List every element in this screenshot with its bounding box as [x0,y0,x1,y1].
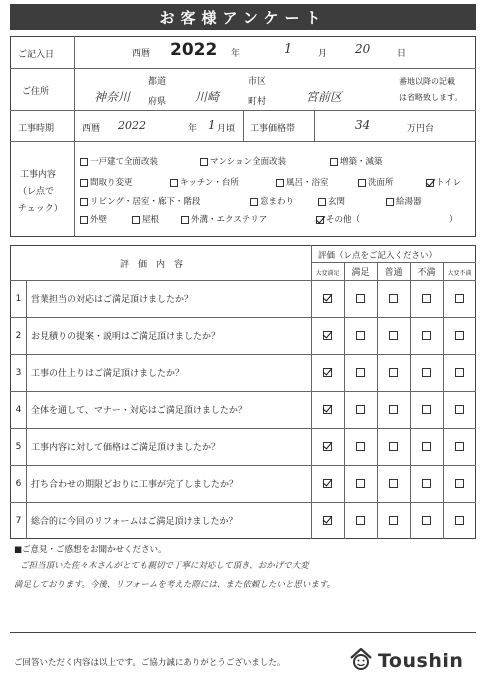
question-text: お見積りの提案・説明はご満足頂けましたか？ [31,332,221,342]
rating-checkbox-1[interactable] [356,442,365,451]
work-option-label: 間取り変更 [90,178,133,188]
rating-checkbox-2[interactable] [389,331,398,340]
work-option-checkbox[interactable] [318,198,326,206]
work-label-1: 工事内容 [20,170,57,180]
question-row [11,391,475,428]
town-value: 宮前区 [306,90,343,104]
date-month-unit: 月 [318,49,328,59]
rating-checkbox-2[interactable] [389,516,398,525]
work-option-checkbox[interactable] [132,216,140,224]
period-era: 西暦 [82,124,101,134]
rating-checkbox-4[interactable] [455,331,464,340]
rating-checkbox-2[interactable] [389,442,398,451]
question-text: 工事の仕上りはご満足頂けましたか？ [31,369,185,379]
question-text: 工事内容に対して価格はご満足頂けましたか？ [31,443,221,453]
work-option-checkbox[interactable] [316,216,324,224]
rating-checkbox-0[interactable] [323,368,332,377]
rating-checkbox-4[interactable] [455,294,464,303]
question-number: 4 [15,404,22,415]
period-month-unit: 月頃 [217,124,236,134]
work-option-checkbox[interactable] [181,216,189,224]
work-label-3: チェック） [18,204,63,214]
city-label-bottom: 町村 [248,97,267,107]
rating-checkbox-0[interactable] [323,516,332,525]
address-note-1: 番地以降の記載 [399,77,455,86]
question-number: 3 [15,367,22,378]
rating-checkbox-4[interactable] [455,479,464,488]
work-option-10[interactable] [318,195,345,207]
period-month: 1 [208,118,216,132]
rating-checkbox-2[interactable] [389,368,398,377]
rating-checkbox-2[interactable] [389,479,398,488]
question-text: 全体を通して、マナー・対応はご満足頂けましたか？ [31,406,247,416]
page-title: お客様アンケート [10,4,476,30]
rating-checkbox-3[interactable] [422,479,431,488]
work-option-checkbox[interactable] [170,179,178,187]
work-option-9[interactable] [250,195,294,207]
question-number: 1 [15,293,22,304]
rating-checkbox-1[interactable] [356,294,365,303]
work-option-7[interactable] [426,176,461,188]
work-option-8[interactable] [80,195,200,207]
pref-label-bottom: 府県 [148,97,167,107]
work-option-checkbox[interactable] [426,179,434,187]
rating-checkbox-1[interactable] [356,405,365,414]
work-option-12[interactable] [80,213,107,225]
question-number: 6 [15,478,22,489]
work-option-label: 給湯器 [396,197,422,207]
comments-label: ■ご意見・ご感想をお聞かせください。 [14,545,167,555]
rating-column-3: 不満 [417,268,436,278]
work-option-checkbox[interactable] [80,158,88,166]
date-era: 西暦 [132,49,151,59]
rating-header: 評価（レ点をご記入ください） [318,251,438,261]
work-option-label: キッチン・台所 [180,178,239,188]
rating-checkbox-3[interactable] [422,331,431,340]
rating-checkbox-3[interactable] [422,294,431,303]
address-note-2: は省略致します。 [399,93,463,102]
date-label: ご記入日 [18,50,55,60]
question-text: 打ち合わせの期限どおりに工事が完了しましたか？ [31,480,239,490]
work-option-label: トイレ [436,178,462,188]
city-label-top: 市区 [248,77,267,87]
content-header: 評 価 内 容 [120,260,184,270]
brand-name: Toushin [378,650,464,672]
rating-checkbox-1[interactable] [356,516,365,525]
rating-checkbox-4[interactable] [455,442,464,451]
work-option-label: 一戸建て全面改装 [90,157,159,167]
work-option-checkbox[interactable] [250,198,258,206]
work-option-label: 玄関 [328,197,346,207]
question-row [11,280,475,317]
date-month: 1 [284,42,293,57]
rating-column-1: 満足 [351,268,370,278]
work-option-checkbox[interactable] [80,179,88,187]
question-number: 7 [15,515,22,526]
work-option-label: 洗面所 [368,178,394,188]
work-option-14[interactable] [181,213,267,225]
date-day: 20 [355,42,371,56]
work-option-5[interactable] [276,176,329,188]
work-option-3[interactable] [80,176,133,188]
work-option-label: 窓まわり [260,197,295,207]
rating-checkbox-0[interactable] [323,294,332,303]
work-option-checkbox[interactable] [80,198,88,206]
price-label: 工事価格帯 [250,124,296,134]
question-row [11,317,475,354]
rating-checkbox-2[interactable] [389,294,398,303]
period-year-unit: 年 [188,124,198,134]
work-option-label: 風呂・浴室 [286,178,329,188]
work-option-4[interactable] [170,176,239,188]
comment-line-1: ご担当頂いた佐々木さんがとても親切で丁寧に対応して頂き、おかげで大変 [20,561,309,571]
question-number: 5 [15,441,22,452]
work-option-checkbox[interactable] [80,216,88,224]
rating-checkbox-0[interactable] [323,405,332,414]
rating-column-4: 大変不満 [447,270,472,277]
address-label: ご住所 [22,87,50,97]
rating-checkbox-1[interactable] [356,368,365,377]
work-option-label: 増築・減築 [340,157,383,167]
date-day-unit: 日 [397,49,407,59]
other-close-paren: ） [449,215,458,225]
rating-checkbox-1[interactable] [356,331,365,340]
rating-checkbox-4[interactable] [455,368,464,377]
city-value: 川崎 [195,90,220,104]
rating-checkbox-2[interactable] [389,405,398,414]
period-label: 工事時期 [18,124,55,134]
house-face-icon [348,646,374,676]
work-option-1[interactable] [200,155,286,167]
question-text: 総合的に今回のリフォームはご満足頂けましたか？ [31,517,238,527]
work-option-11[interactable] [386,195,422,207]
rating-checkbox-4[interactable] [455,516,464,525]
work-option-label: 外壁 [90,215,108,225]
footer-text: ご回答いただく内容は以上です。ご協力誠にありがとうございました。 [14,658,286,668]
rating-checkbox-3[interactable] [422,442,431,451]
rating-checkbox-4[interactable] [455,405,464,414]
work-option-checkbox[interactable] [200,158,208,166]
question-row [11,428,475,465]
rating-column-0: 大変満足 [315,270,340,277]
rating-column-2: 普通 [384,268,403,278]
date-year: 2022 [170,40,218,60]
rating-checkbox-3[interactable] [422,405,431,414]
work-option-0[interactable] [80,155,158,167]
question-row [11,502,475,539]
work-option-checkbox[interactable] [358,179,366,187]
work-option-label: リビング・居室・廊下・階段 [90,197,201,207]
rating-checkbox-3[interactable] [422,368,431,377]
price-value: 34 [355,118,371,132]
rating-checkbox-0[interactable] [323,479,332,488]
rating-checkbox-1[interactable] [356,479,365,488]
question-row [11,465,475,502]
work-option-checkbox[interactable] [276,179,284,187]
rating-checkbox-0[interactable] [323,442,332,451]
work-option-15[interactable] [316,213,360,225]
question-number: 2 [15,330,22,341]
comment-line-2: 満足しております。今後、リフォームを考えた際には、また依頼したいと思います。 [14,580,336,590]
question-text: 営業担当の対応はご満足頂けましたか？ [31,295,194,305]
work-option-checkbox[interactable] [386,198,394,206]
price-unit: 万円台 [407,124,435,134]
question-row [11,354,475,391]
work-option-label: 外溝・エクステリア [191,215,268,225]
work-option-label: マンション全面改装 [210,157,287,167]
rating-checkbox-0[interactable] [323,331,332,340]
work-option-checkbox[interactable] [330,158,338,166]
work-option-13[interactable] [132,213,159,225]
work-option-2[interactable] [330,155,383,167]
brand-logo [348,646,463,676]
work-option-6[interactable] [358,176,394,188]
work-option-label: その他（ [326,215,361,225]
work-option-label: 屋根 [142,215,160,225]
pref-value: 神奈川 [94,90,131,104]
pref-label-top: 都道 [148,77,167,87]
work-label-2: （レ点で [18,187,55,197]
period-year: 2022 [118,119,146,132]
date-year-unit: 年 [231,49,241,59]
rating-checkbox-3[interactable] [422,516,431,525]
